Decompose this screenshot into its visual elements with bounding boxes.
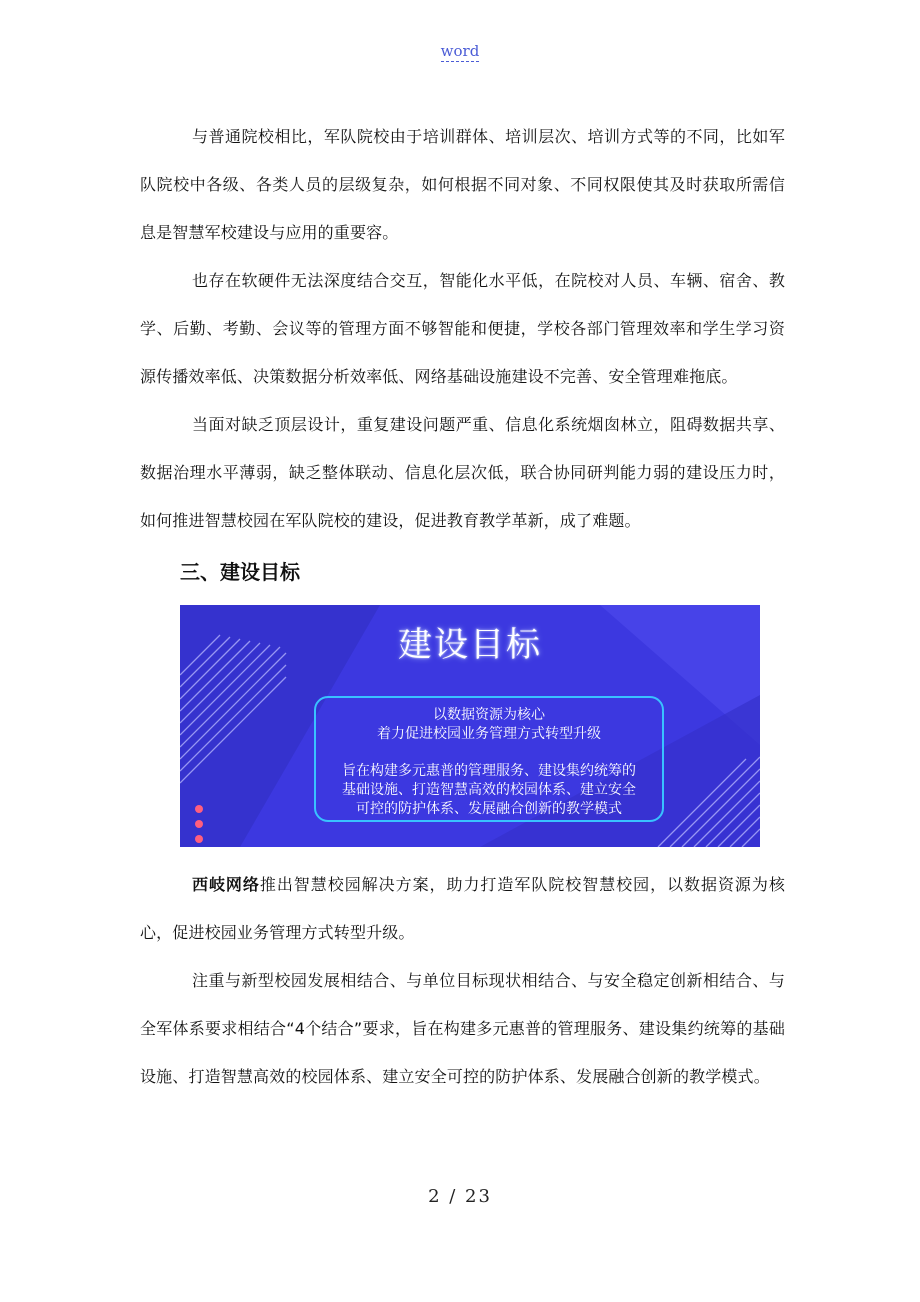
banner-line-5: 可控的防护体系、发展融合创新的教学模式 bbox=[356, 801, 622, 817]
banner-line-3: 旨在构建多元惠普的管理服务、建设集约统筹的 bbox=[342, 763, 636, 779]
brand-name: 西岐网络 bbox=[192, 875, 260, 894]
paragraph-2: 也存在软硬件无法深度结合交互，智能化水平低，在院校对人员、车辆、宿舍、教学、后勤、考勤、会议等的管理方面不够智能和便捷，学校各部门管理效率和学生学习资源传播效率低、决策数据分析效率低、网络基础设施建设不完善、安全管理难拖底。 bbox=[140, 271, 785, 386]
banner-line-2: 着力促进校园业务管理方式转型升级 bbox=[377, 726, 601, 742]
goal-banner-image bbox=[180, 605, 760, 847]
paragraph-4 bbox=[140, 861, 785, 957]
paragraph-4-text: 推出智慧校园解决方案，助力打造军队院校智慧校园，以数据资源为核心，促进校园业务管理方式转型升级。 bbox=[140, 875, 785, 942]
header-link-text[interactable]: word bbox=[440, 42, 480, 60]
paragraph-5: 注重与新型校园发展相结合、与单位目标现状相结合、与安全稳定创新相结合、与全军体系要求相结合“4个结合”要求，旨在构建多元惠普的管理服务、建设集约统筹的基础设施、打造智慧高效的校园体系、建立安全可控的防护体系、发展融合创新的教学模式。 bbox=[140, 971, 785, 1086]
paragraph-3: 当面对缺乏顶层设计，重复建设问题严重、信息化系统烟囱林立，阻碍数据共享、数据治理水平薄弱，缺乏整体联动、信息化层次低，联合协同研判能力弱的建设压力时，如何推进智慧校园在军队院校的建设，促进教育教学革新，成了难题。 bbox=[140, 415, 785, 530]
decor-dot-icon bbox=[195, 835, 203, 843]
decor-dot-icon bbox=[195, 820, 203, 828]
header-word-link[interactable] bbox=[0, 42, 920, 60]
banner-title: 建设目标 bbox=[398, 625, 542, 665]
banner-line-1: 以数据资源为核心 bbox=[433, 707, 545, 723]
banner-text-box bbox=[314, 696, 664, 822]
decor-dot-icon bbox=[195, 805, 203, 813]
paragraph-1: 与普通院校相比，军队院校由于培训群体、培训层次、培训方式等的不同，比如军队院校中各级、各类人员的层级复杂，如何根据不同对象、不同权限使其及时获取所需信息是智慧军校建设与应用的重要容。 bbox=[140, 127, 785, 242]
banner-line-4: 基础设施、打造智慧高效的校园体系、建立安全 bbox=[342, 782, 636, 798]
section-heading: 三、建设目标 bbox=[180, 560, 300, 584]
page-indicator: 2 / 23 bbox=[428, 1186, 492, 1207]
